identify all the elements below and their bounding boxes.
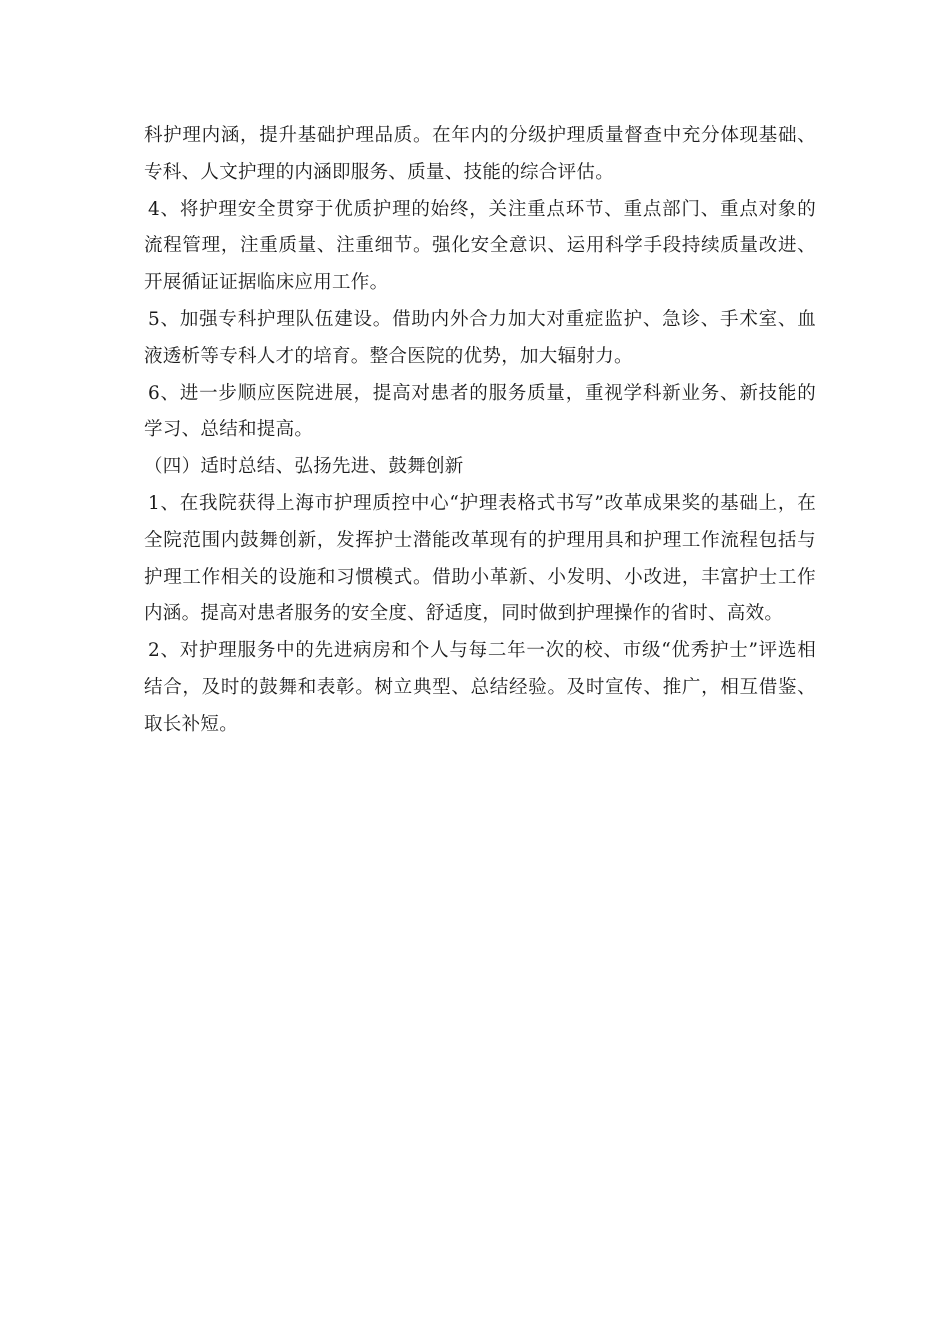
document-body (144, 118, 816, 744)
paragraph-item-4: 4、将护理安全贯穿于优质护理的始终，关注重点环节、重点部门、重点对象的流程管理，注重质量、注重细节。强化安全意识、运用科学手段持续质量改进、开展循证证据临床应用工作。 (144, 198, 816, 294)
paragraph-continuation: 科护理内涵，提升基础护理品质。在年内的分级护理质量督查中充分体现基础、专科、人文护理的内涵即服务、质量、技能的综合评估。 (144, 125, 816, 183)
paragraph-item-6: 6、进一步顺应医院进展，提高对患者的服务质量，重视学科新业务、新技能的学习、总结和提高。 (144, 382, 816, 441)
paragraph-item-5: 5、加强专科护理队伍建设。借助内外合力加大对重症监护、急诊、手术室、血液透析等专科人才的培育。整合医院的优势，加大辐射力。 (144, 308, 816, 367)
paragraph-item-1: 1、在我院获得上海市护理质控中心“护理表格式书写”改革成果奖的基础上，在全院范围内鼓舞创新，发挥护士潜能改革现有的护理用具和护理工作流程包括与护理工作相关的设施和习惯模式。借助小革新、小发明、小改进，丰富护士工作内涵。提高对患者服务的安全度、舒适度，同时做到护理操作的省时、高效。 (144, 492, 816, 625)
paragraph-item-2: 2、对护理服务中的先进病房和个人与每二年一次的校、市级“优秀护士”评选相结合，及时的鼓舞和表彰。树立典型、总结经验。及时宣传、推广，相互借鉴、取长补短。 (144, 640, 816, 735)
section-heading-4: （四）适时总结、弘扬先进、鼓舞创新 (144, 456, 464, 478)
